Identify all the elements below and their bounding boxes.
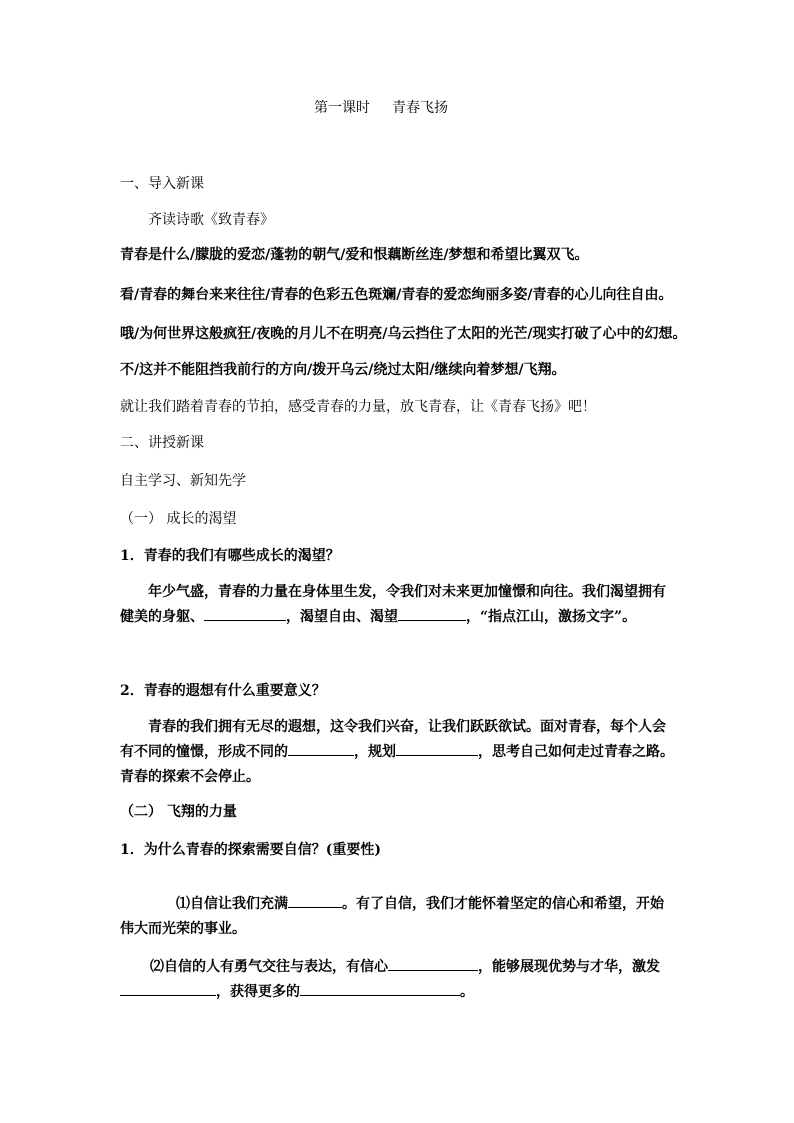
answer-blank[interactable] xyxy=(398,606,466,621)
section2-subheading: 自主学习、新知先学 xyxy=(120,473,246,489)
poem-line-4: 不/这并不能阻挡我前行的方向/拨开乌云/绕过太阳/继续向着梦想/飞翔。 xyxy=(120,362,566,378)
answer-blank[interactable] xyxy=(204,606,286,621)
poem-intro: 齐读诗歌《致青春》 xyxy=(148,212,274,228)
page-title xyxy=(314,99,448,117)
question-2-answer: 青春的我们拥有无尽的遐想，这令我们兴奋，让我们跃跃欲试。面对青春，每个人会有不同的憧憬，形成不同的 ，规划 ，思考自己如何走过青春之路。青春的探索不会停止。 xyxy=(120,719,674,785)
question-3-label: 1．为什么青春的探索需要自信？(重要性) xyxy=(120,842,381,858)
question-3-point-2: ⑵自信的人有勇气交往与表达，有信心 ，能够展现优势与才华，激发，获得更多的 。 xyxy=(120,955,676,1005)
part2-heading: （二） 飞翔的力量 xyxy=(120,804,237,820)
answer-blank[interactable] xyxy=(288,741,354,756)
answer-blank[interactable] xyxy=(288,893,342,908)
poem-line-3: 哦/为何世界这般疯狂/夜晚的月儿不在明亮/乌云挡住了太阳的光芒/现实打破了心中的幻想。 xyxy=(120,326,687,342)
answer-blank[interactable] xyxy=(300,981,460,996)
lesson-number: 第一课时 xyxy=(314,100,370,116)
part1-heading: （一） 成长的渴望 xyxy=(120,511,237,527)
question-1-answer: 年少气盛，青春的力量在身体里生发，令我们对未来更加憧憬和向往。我们渴望拥有健美的身躯、 ，渴望自由、渴望 ，“指点江山，激扬文字”。 xyxy=(120,584,666,625)
question-2-label: 2．青春的遐想有什么重要意义？ xyxy=(120,683,326,699)
question-3-point-1: ⑴自信让我们充满 。有了自信，我们才能怀着坚定的信心和希望，开始伟大而光荣的事业。 xyxy=(120,892,676,942)
answer-blank[interactable] xyxy=(388,956,478,971)
question-1-label: 1．青春的我们有哪些成长的渴望？ xyxy=(120,548,340,564)
answer-blank[interactable] xyxy=(396,741,478,756)
poem-line-1: 青春是什么/朦胧的爱恋/蓬勃的朝气/爱和恨藕断丝连/梦想和希望比翼双飞。 xyxy=(120,247,589,263)
section1-closing: 就让我们踏着青春的节拍，感受青春的力量，放飞青春，让《青春飞扬》吧！ xyxy=(120,399,596,415)
poem-line-2: 看/青春的舞台来来往往/青春的色彩五色斑斓/青春的爱恋绚丽多姿/青春的心儿向往自由。 xyxy=(120,287,673,303)
answer-blank[interactable] xyxy=(120,981,216,996)
lesson-name: 青春飞扬 xyxy=(392,100,448,116)
section2-heading: 二、讲授新课 xyxy=(120,435,204,451)
section1-heading: 一、导入新课 xyxy=(120,176,204,192)
